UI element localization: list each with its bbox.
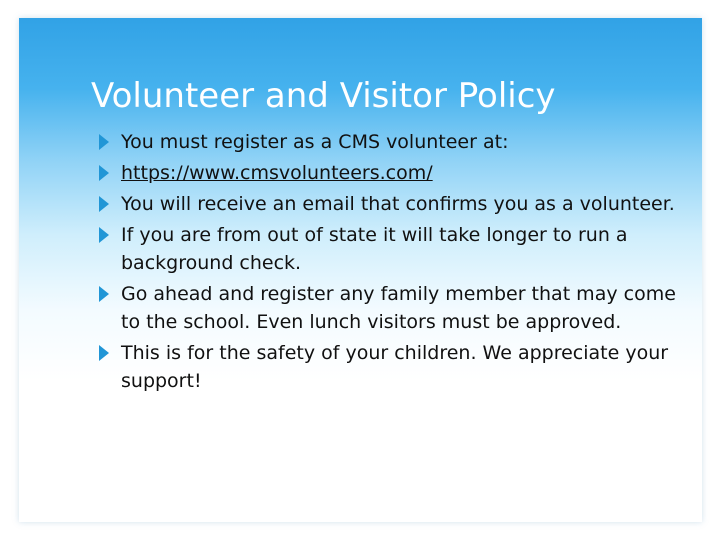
bullet-text: Go ahead and register any family member that may come to the school. Even lunch visitors must be approved. [121, 283, 676, 333]
bullet-triangle-icon [99, 196, 109, 212]
bullet-text: You must register as a CMS volunteer at: [121, 131, 509, 153]
bullet-item-url [97, 159, 697, 187]
bullet-item-out-of-state [97, 221, 697, 277]
volunteer-url-link[interactable]: https://www.cmsvolunteers.com/ [121, 162, 433, 184]
bullet-triangle-icon [99, 134, 109, 150]
bullet-text: This is for the safety of your children. We appreciate your support! [121, 342, 669, 392]
bullet-item-safety [97, 339, 697, 395]
bullet-text: You will receive an email that confirms you as a volunteer. [121, 193, 675, 215]
bullet-triangle-icon [99, 286, 109, 302]
bullet-text: If you are from out of state it will take longer to run a background check. [121, 224, 628, 274]
bullet-item-email [97, 190, 697, 218]
bullet-triangle-icon [99, 165, 109, 181]
bullet-item-register [97, 128, 697, 156]
slide-title: Volunteer and Visitor Policy [91, 76, 556, 116]
bullet-triangle-icon [99, 345, 109, 361]
bullet-list [97, 128, 697, 398]
bullet-triangle-icon [99, 227, 109, 243]
bullet-item-family [97, 280, 697, 336]
slide-panel [19, 18, 702, 522]
